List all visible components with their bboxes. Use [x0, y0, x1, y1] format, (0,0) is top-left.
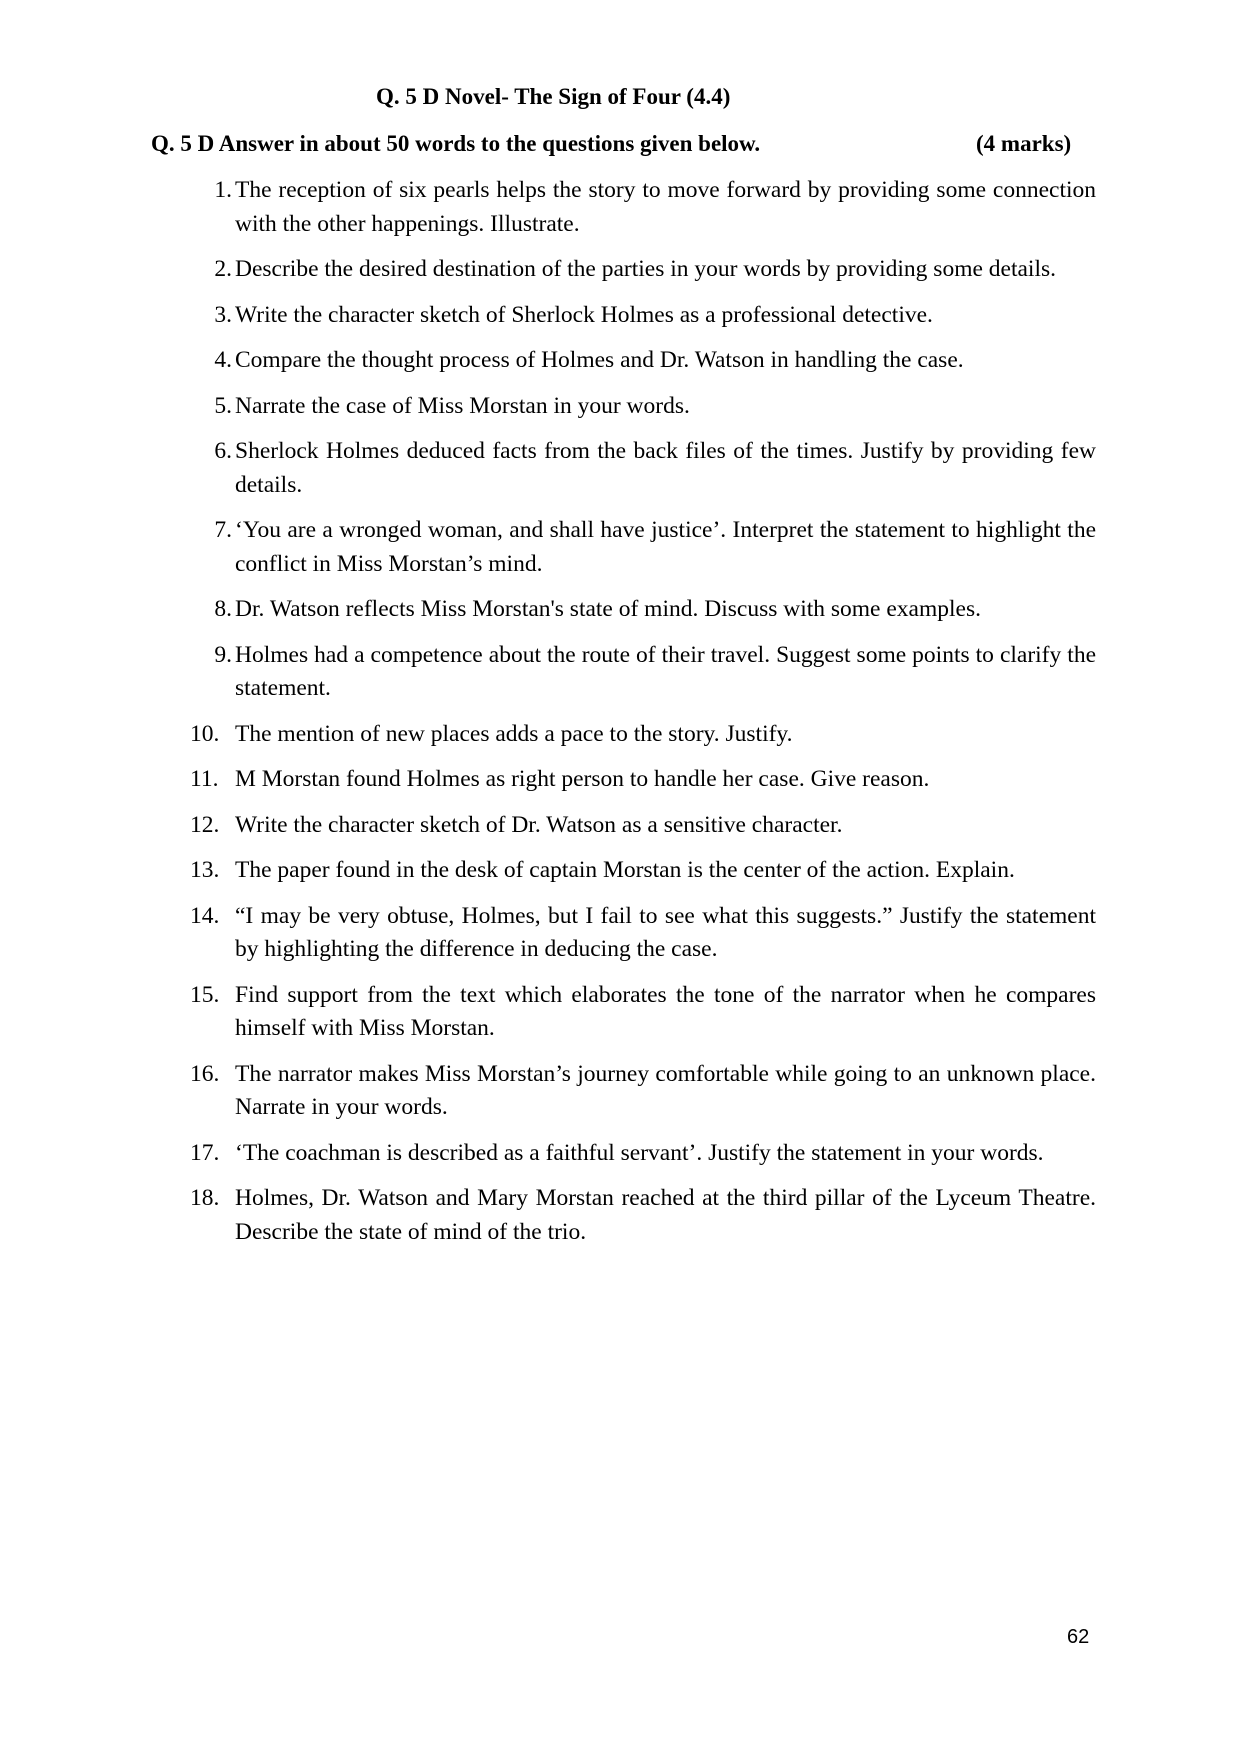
question-item	[190, 1182, 1096, 1249]
question-item	[190, 299, 1096, 333]
question-number: 6.	[214, 438, 232, 464]
question-number: 1.	[214, 177, 232, 203]
question-number: 2.	[214, 256, 232, 282]
question-number: 17.	[190, 1139, 220, 1166]
question-item	[190, 809, 1096, 843]
section-title: Q. 5 D Novel- The Sign of Four (4.4)	[376, 84, 731, 109]
question-header	[151, 131, 1081, 157]
question-number: 4.	[214, 347, 232, 373]
question-number: 12.	[190, 811, 220, 838]
question-item	[190, 718, 1096, 752]
question-number: 7.	[214, 517, 232, 543]
question-number: 8.	[214, 596, 232, 622]
question-item	[190, 174, 1096, 241]
question-item	[190, 253, 1096, 287]
question-text: The reception of six pearls helps the story to move forward by providing some connection with the other happenings. Illustrate.	[235, 177, 1096, 237]
question-number: 13.	[190, 857, 220, 883]
question-text: Sherlock Holmes deduced facts from the back files of the times. Justify by providing few details.	[235, 438, 1096, 498]
question-number: 5.	[214, 392, 232, 419]
question-item	[190, 514, 1096, 581]
question-item	[190, 344, 1096, 378]
question-number: 9.	[214, 641, 232, 668]
question-text: The mention of new places adds a pace to the story. Justify.	[235, 720, 793, 747]
question-text: Describe the desired destination of the parties in your words by providing some details.	[235, 256, 1057, 282]
question-item	[190, 979, 1096, 1046]
question-item	[190, 1058, 1096, 1125]
question-text: Holmes, Dr. Watson and Mary Morstan reached at the third pillar of the Lyceum Theatre. Describe the state of mind of the trio.	[235, 1185, 1096, 1245]
question-item	[190, 593, 1096, 627]
question-text: Narrate the case of Miss Morstan in your words.	[235, 392, 690, 419]
question-number: 15.	[190, 981, 220, 1008]
question-text: The paper found in the desk of captain Morstan is the center of the action. Explain.	[235, 857, 1015, 883]
question-item	[190, 435, 1096, 502]
question-text: Holmes had a competence about the route of their travel. Suggest some points to clarify the statement.	[235, 641, 1096, 701]
question-instruction: Q. 5 D Answer in about 50 words to the questions given below.	[151, 131, 761, 156]
question-text: Find support from the text which elaborates the tone of the narrator when he compares himself with Miss Morstan.	[235, 981, 1096, 1041]
question-item	[190, 1137, 1096, 1171]
question-item	[190, 854, 1096, 888]
question-item	[190, 763, 1096, 797]
question-text: Write the character sketch of Dr. Watson as a sensitive character.	[235, 811, 843, 838]
question-text: ‘The coachman is described as a faithful servant’. Justify the statement in your words.	[235, 1139, 1044, 1166]
question-text: ‘You are a wronged woman, and shall have justice’. Interpret the statement to highlight the conflict in Miss Morstan’s mind.	[235, 517, 1096, 577]
page-number: 62	[1067, 1626, 1090, 1648]
question-number: 3.	[214, 301, 232, 328]
question-text: M Morstan found Holmes as right person to handle her case. Give reason.	[235, 766, 930, 792]
question-text: The narrator makes Miss Morstan’s journey comfortable while going to an unknown place. Narrate in your words.	[235, 1060, 1096, 1120]
question-item	[190, 900, 1096, 967]
question-list	[190, 174, 1096, 1261]
question-text: “I may be very obtuse, Holmes, but I fail to see what this suggests.” Justify the statement by highlighting the difference in deducing the case.	[235, 902, 1096, 962]
question-text: Dr. Watson reflects Miss Morstan's state of mind. Discuss with some examples.	[235, 596, 981, 622]
question-text: Write the character sketch of Sherlock Holmes as a professional detective.	[235, 301, 933, 328]
question-number: 18.	[190, 1185, 220, 1211]
question-item	[190, 639, 1096, 706]
question-number: 14.	[190, 902, 220, 929]
question-item	[190, 390, 1096, 424]
question-number: 10.	[190, 720, 220, 747]
marks-label: (4 marks)	[976, 131, 1072, 156]
question-text: Compare the thought process of Holmes and Dr. Watson in handling the case.	[235, 347, 964, 373]
question-number: 16.	[190, 1060, 220, 1087]
question-number: 11.	[190, 766, 219, 792]
